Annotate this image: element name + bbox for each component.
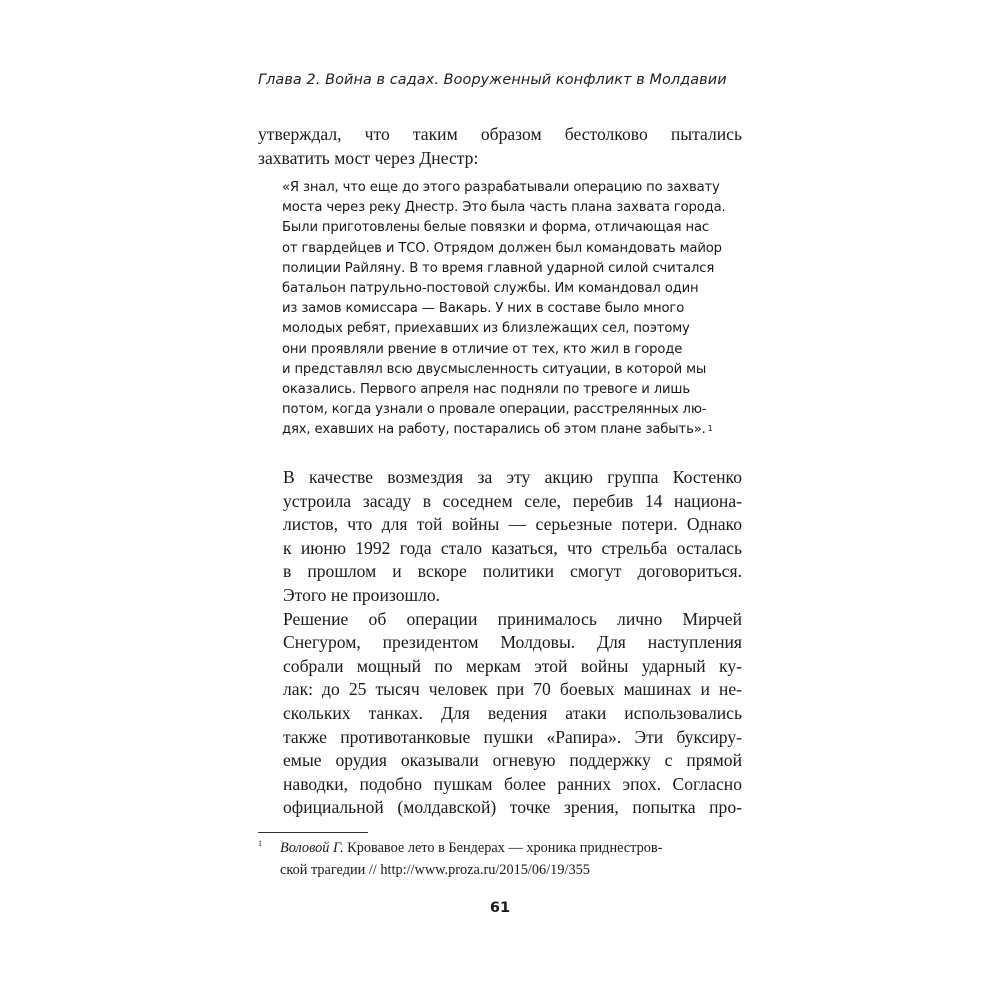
running-head: Глава 2. Война в садах. Вооруженный конфликт в Молдавии bbox=[258, 72, 727, 88]
page-number: 61 bbox=[489, 900, 511, 916]
text-line: лак: до 25 тысяч человек при 70 боевых машинах и не- bbox=[283, 679, 742, 700]
footnote-title: Кровавое лето в Бендерах — хроника приднестров- bbox=[343, 840, 663, 856]
text-line: листов, что для той войны — серьезные потери. Однако bbox=[283, 514, 742, 535]
footnote-body bbox=[280, 838, 742, 881]
quote-line: и представлял всю двусмысленность ситуации, в которой мы bbox=[282, 361, 707, 377]
text-line: собрали мощный по меркам этой войны ударный ку- bbox=[283, 655, 742, 676]
text-line: также противотанковые пушки «Рапира». Эти буксиру- bbox=[283, 726, 742, 747]
quote-line: потом, когда узнали о провале операции, расстрелянных лю- bbox=[282, 402, 707, 418]
footnote-number: 1 bbox=[258, 839, 262, 848]
quote-line: Были приготовлены белые повязки и форма, отличающая нас bbox=[282, 220, 709, 236]
quote-line: «Я знал, что еще до этого разрабатывали операцию по захвату bbox=[282, 180, 720, 195]
text-line: в прошлом и вскоре политики смогут договориться. bbox=[283, 561, 742, 582]
footnote-line bbox=[280, 838, 742, 860]
footnote-line: ской трагедии // http://www.proza.ru/2015/06/19/355 bbox=[280, 861, 590, 878]
text-line: Решение об операции принималось лично Мирчей bbox=[283, 608, 742, 629]
text-line: официальной (молдавской) точке зрения, попытка про- bbox=[283, 797, 742, 818]
text-line: захватить мост через Днестр: bbox=[258, 147, 479, 168]
quote-line: из замов комиссара — Вакарь. У них в составе было много bbox=[282, 301, 685, 317]
text-line: Этого не произошло. bbox=[283, 584, 441, 605]
paragraph-reprisal bbox=[258, 466, 742, 608]
footnote-author: Воловой Г. bbox=[280, 840, 344, 856]
quote-line-last bbox=[282, 420, 738, 440]
quote-line: от гвардейцев и ТСО. Отрядом должен был командовать майор bbox=[282, 240, 722, 256]
text-line: наводки, подобно пушкам более ранних эпох. Согласно bbox=[283, 773, 742, 794]
opening-paragraph bbox=[258, 123, 742, 170]
text-line: Снегуром, президентом Молдовы. Для наступления bbox=[283, 632, 742, 653]
paragraph-operation bbox=[258, 608, 742, 820]
quote-line: оказались. Первого апреля нас подняли по тревоге и лишь bbox=[282, 382, 690, 398]
main-text bbox=[258, 466, 742, 820]
text-line: емые орудия оказывали огневую поддержку с прямой bbox=[283, 750, 742, 771]
text-line: В качестве возмездия за эту акцию группа Костенко bbox=[283, 467, 742, 487]
footnote-divider bbox=[258, 832, 368, 833]
text-line: устроила засаду в соседнем селе, перебив 14 национа- bbox=[283, 490, 742, 511]
footnote-reference: 1 bbox=[707, 424, 713, 434]
text-line: утверждал, что таким образом бестолково пытались bbox=[258, 124, 742, 144]
block-quote bbox=[282, 178, 738, 441]
quote-line: батальон патрульно-постовой службы. Им командовал один bbox=[282, 281, 699, 297]
text-line: скольких танках. Для ведения атаки использовались bbox=[283, 702, 742, 723]
quote-line: моста через реку Днестр. Это была часть плана захвата города. bbox=[282, 200, 726, 216]
quote-line: полиции Райляну. В то время главной ударной силой считался bbox=[282, 260, 715, 276]
footnote bbox=[258, 838, 742, 881]
text-line: к июню 1992 года стало казаться, что стрельба осталась bbox=[283, 537, 742, 558]
quote-line: молодых ребят, приехавших из близлежащих сел, поэтому bbox=[282, 321, 690, 337]
quote-line-text: дях, ехавших на работу, постарались об этом плане забыть». bbox=[282, 422, 706, 438]
quote-line: они проявляли рвение в отличие от тех, кто жил в городе bbox=[282, 341, 683, 357]
